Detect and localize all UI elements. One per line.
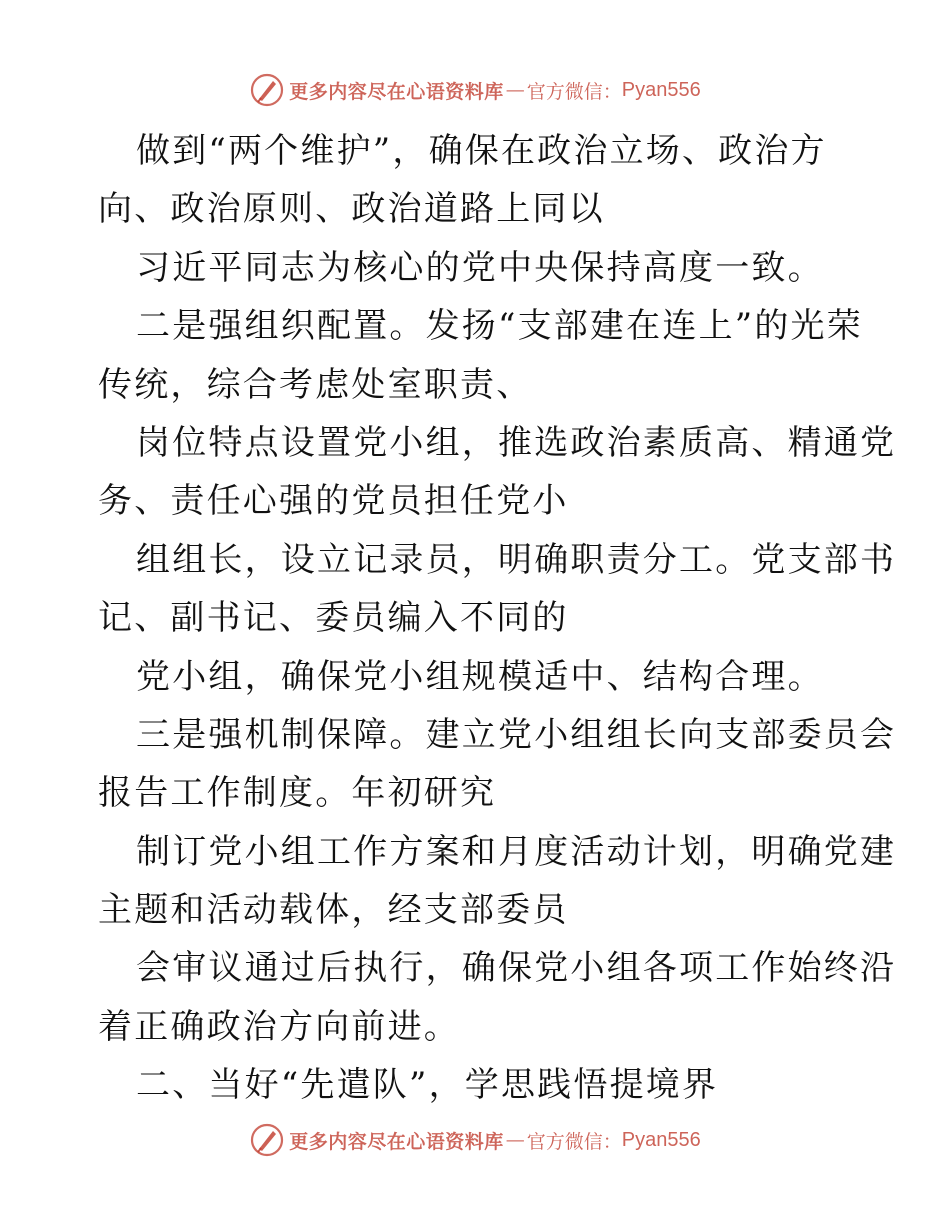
quill-pen-icon [249, 1122, 285, 1158]
body-line: 三是强机制保障。建立党小组组长向支部委员会 [136, 714, 897, 755]
watermark-account: Pyan556 [621, 78, 701, 101]
body-line: 传统，综合考虑处室职责、 [98, 364, 533, 405]
body-line: 会审议通过后执行，确保党小组各项工作始终沿 [136, 948, 897, 989]
watermark-account: Pyan556 [621, 1128, 701, 1151]
body-line: 习近平同志为核心的党中央保持高度一致。 [136, 247, 824, 288]
quill-pen-icon [249, 72, 285, 108]
watermark-brand: 更多内容尽在心语资料库 [289, 1130, 504, 1153]
body-line: 组组长，设立记录员，明确职责分工。党支部书 [136, 539, 897, 580]
body-line: 主题和活动载体，经支部委员 [98, 890, 569, 931]
watermark-banner-bottom [0, 1120, 950, 1160]
watermark-banner-top [0, 70, 950, 110]
body-line: 二是强组织配置。发扬“支部建在连上”的光荣 [136, 306, 863, 347]
body-line: 着正确政治方向前进。 [98, 1006, 460, 1047]
watermark-official: 官方微信： [526, 80, 622, 103]
watermark-official: 官方微信： [526, 1130, 622, 1153]
body-line: 岗位特点设置党小组，推选政治素质高、精通党 [136, 422, 897, 463]
body-line: 做到“两个维护”，确保在政治立场、政治方 [136, 131, 827, 171]
watermark-dash: — [505, 1129, 525, 1151]
watermark-dash: — [505, 79, 525, 101]
body-line: 记、副书记、委员编入不同的 [98, 598, 569, 639]
body-line: 务、责任心强的党员担任党小 [98, 481, 569, 522]
body-line: 报告工作制度。年初研究 [98, 773, 497, 814]
body-line: 二、当好“先遣队”，学思践悟提境界 [136, 1065, 719, 1106]
body-line: 党小组，确保党小组规模适中、结构合理。 [136, 656, 824, 697]
body-line: 向、政治原则、政治道路上同以 [98, 189, 605, 230]
watermark-brand: 更多内容尽在心语资料库 [289, 80, 504, 103]
document-body [98, 122, 897, 1115]
body-line: 制订党小组工作方案和月度活动计划，明确党建 [136, 831, 897, 872]
